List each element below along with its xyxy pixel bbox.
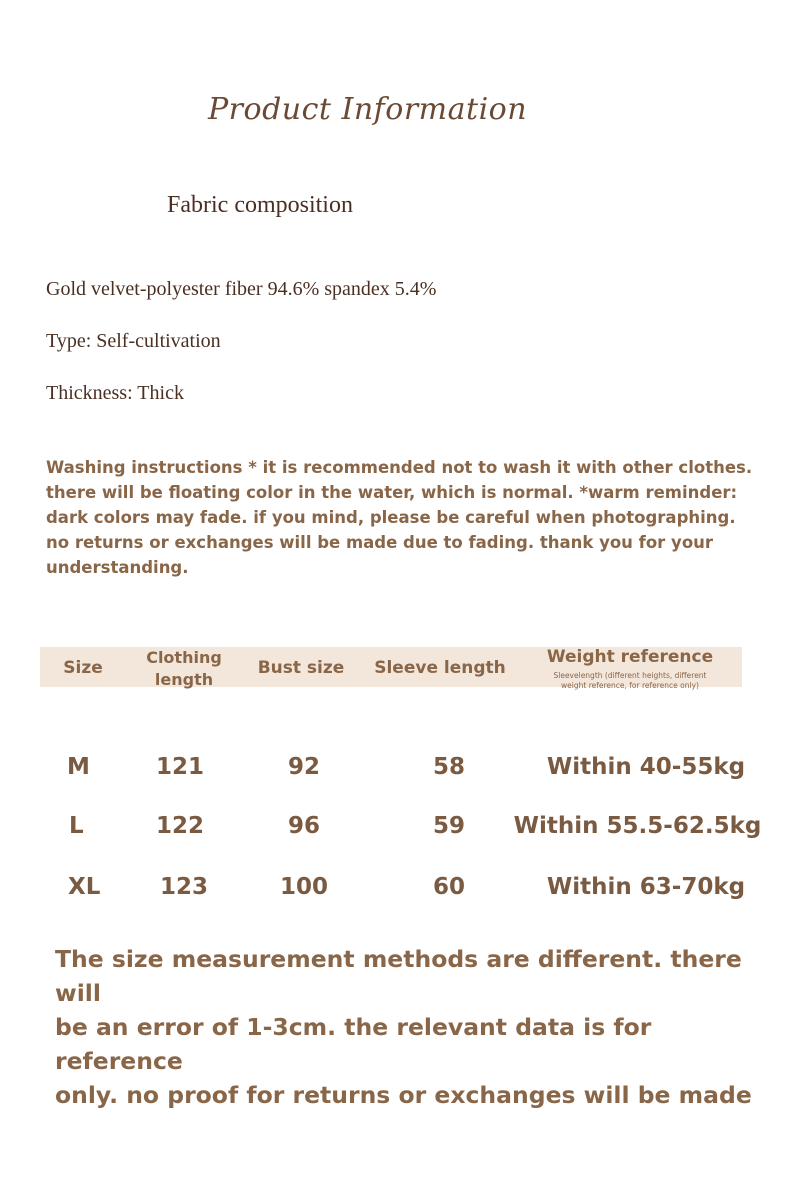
header-weight-note-line1: Sleevelength (different heights, different xyxy=(553,671,707,680)
header-clothing-length-line1: Clothing xyxy=(146,648,222,667)
row-sleeve-length: 60 xyxy=(432,874,465,900)
washing-instructions: Washing instructions * it is recommended not to wash it with other clothes. there will be floating color in the water, which is normal. *warm reminder: dark colors may fade. if you mind, please be careful when photographing. no returns or exchanges will be made due to fading. thank you for your understanding. xyxy=(46,458,753,577)
size-disclaimer: The size measurement methods are different. there will be an error of 1-3cm. the relevant data is for reference only. no proof for returns or exchanges will be made xyxy=(55,945,752,1109)
row-bust-size: 100 xyxy=(279,874,328,900)
header-clothing-length-line2: length xyxy=(154,670,214,689)
header-clothing-length xyxy=(130,647,238,691)
header-weight-note-line2: weight reference, for reference only) xyxy=(561,681,699,690)
header-sleeve-length: Sleeve length xyxy=(374,658,506,678)
row-clothing-length: 121 xyxy=(155,754,204,780)
fabric-composition-heading: Fabric composition xyxy=(167,192,353,218)
row-size: XL xyxy=(68,874,101,900)
row-size: M xyxy=(67,754,90,780)
row-bust-size: 92 xyxy=(287,754,320,780)
row-weight-reference: Within 63-70kg xyxy=(546,874,746,900)
row-weight-reference: Within 55.5-62.5kg xyxy=(513,813,762,839)
page-title: Product Information xyxy=(208,92,528,127)
row-sleeve-length: 59 xyxy=(432,813,465,839)
row-weight-reference: Within 40-55kg xyxy=(546,754,746,780)
row-bust-size: 96 xyxy=(287,813,320,839)
thickness-text: Thickness: Thick xyxy=(46,382,184,404)
composition-text: Gold velvet-polyester fiber 94.6% spandex 5.4% xyxy=(46,278,437,300)
row-clothing-length: 123 xyxy=(159,874,208,900)
header-bust-size: Bust size xyxy=(257,658,345,678)
header-weight-reference xyxy=(530,647,730,691)
row-clothing-length: 122 xyxy=(155,813,204,839)
header-weight-reference-label: Weight reference xyxy=(546,647,714,667)
row-sleeve-length: 58 xyxy=(432,754,465,780)
row-size: L xyxy=(69,813,84,839)
header-size: Size xyxy=(63,658,103,678)
type-text: Type: Self-cultivation xyxy=(46,330,221,352)
